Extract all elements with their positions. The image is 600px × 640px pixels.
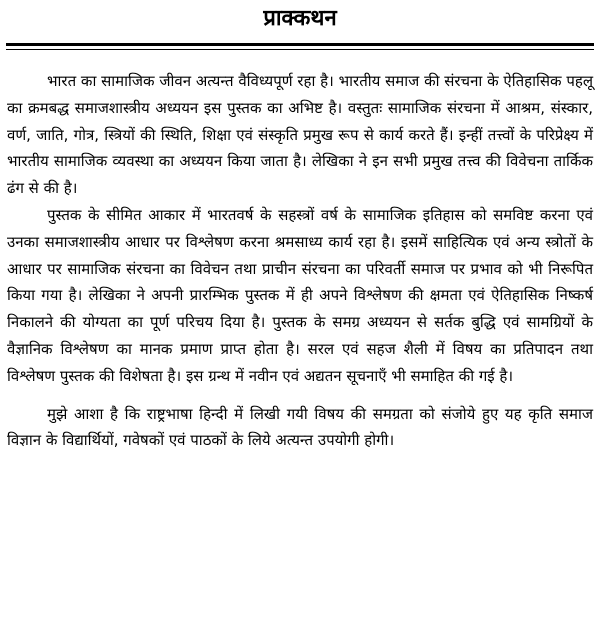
body-text [7,68,593,454]
title-rule-thick [6,43,594,46]
paragraph-3: मुझे आशा है कि राष्ट्रभाषा हिन्दी में लिखी गयी विषय की समग्रता को संजोये हुए यह कृति समाज विज्ञान के विद्यार्थियों, गवेषकों एवं पाठकों के लिये अत्यन्त उपयोगी होगी। [7,404,593,450]
title-rule-thin [6,49,594,50]
page-title: प्राक्कथन [263,6,337,31]
paragraph-1: भारत का सामाजिक जीवन अत्यन्त वैविध्यपूर्ण रहा है। भारतीय समाज की संरचना के ऐतिहासिक पहलू का क्रमबद्ध समाजशास्त्रीय अध्ययन इस पुस्तक का अभिष्ट है। वस्तुतः सामाजिक संरचना में आश्रम, संस्कार, वर्ण, जाति, गोत्र, स्त्रियों की स्थिति, शिक्षा एवं संस्कृति प्रमुख रूप से कार्य करते हैं। इन्हीं तत्त्वों के परिप्रेक्ष्य में भारतीय सामाजिक व्यवस्था का अध्ययन किया जाता है। लेखिका ने इन सभी प्रमुख तत्त्व की विवेचना तार्किक ढंग से की है। [7,72,593,198]
paragraph-2: पुस्तक के सीमित आकार में भारतवर्ष के सहस्त्रों वर्ष के सामाजिक इतिहास को समविष्ट करना एवं उनका समाजशास्त्रीय आधार पर विश्लेषण करना श्रमसाध्य कार्य रहा है। इसमें साहित्यिक एवं अन्य स्त्रोतों के आधार पर सामाजिक संरचना का विवेचन तथा प्राचीन संरचना का परिवर्ती समाज पर प्रभाव को भी निरूपित किया गया है। लेखिका ने अपनी प्रारम्भिक पुस्तक में ही अपने विश्लेषण की क्षमता एवं ऐतिहासिक निष्कर्ष निकालने की योग्यता का पूर्ण परिचय दिया है। पुस्तक के समग्र अध्ययन से सर्तक बुद्धि एवं सामग्रियों के वैज्ञानिक विश्लेषण का मानक प्रमाण प्राप्त होता है। सरल एवं सहज शैली में विषय का प्रतिपादन तथा विश्लेषण पुस्तक की विशेषता है। इस ग्रन्थ में नवीन एवं अद्यतन सूचनाएँ भी समाहित की गई है। [7,205,593,385]
